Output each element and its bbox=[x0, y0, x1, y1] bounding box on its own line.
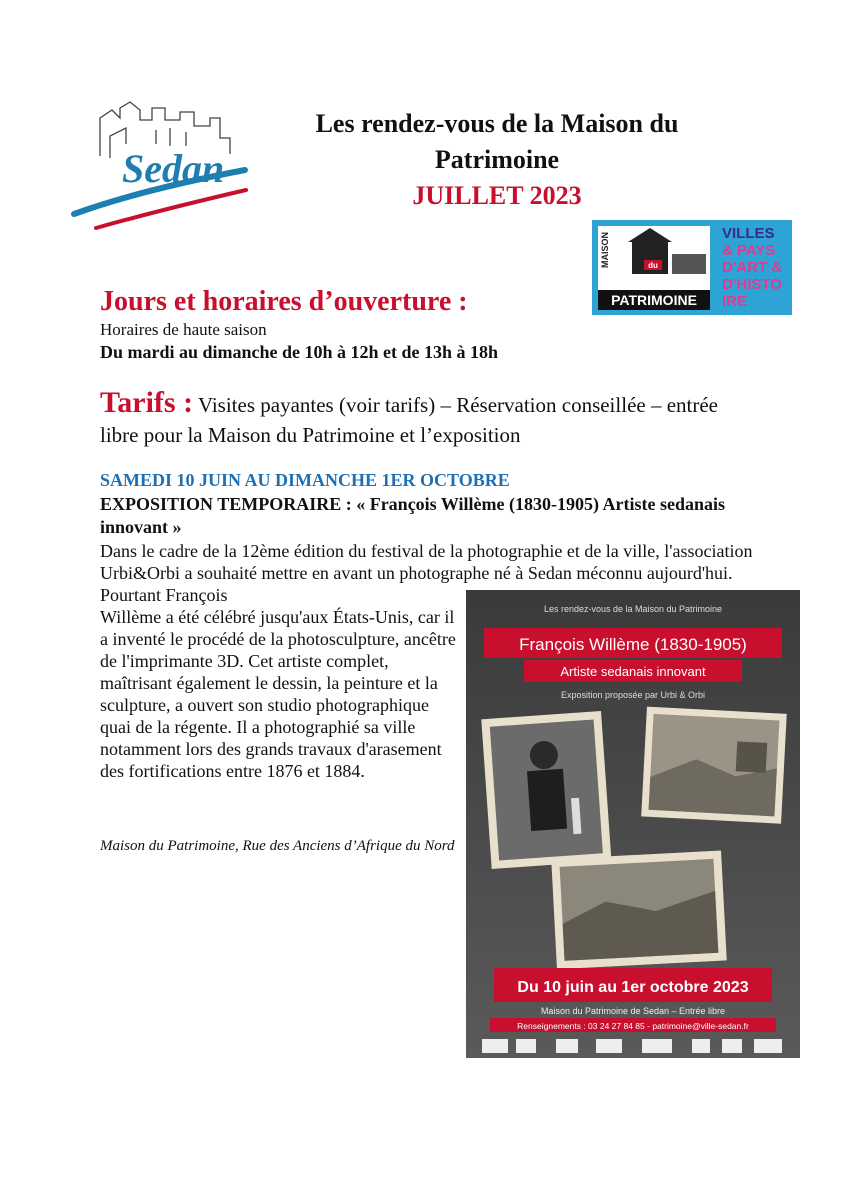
event-location: Maison du Patrimoine, Rue des Anciens d’Afrique du Nord bbox=[100, 838, 455, 854]
poster-photo-portrait bbox=[481, 711, 611, 869]
badge-villes: VILLES bbox=[722, 225, 775, 242]
title-month: JUILLET 2023 bbox=[412, 181, 582, 210]
poster-photo-landscape-1 bbox=[641, 707, 787, 824]
hours-heading: Jours et horaires d’ouverture : bbox=[100, 286, 468, 317]
poster-subtitle: Artiste sedanais innovant bbox=[560, 664, 706, 679]
event-date: SAMEDI 10 JUIN AU DIMANCHE 1ER OCTOBRE bbox=[100, 470, 510, 490]
badge-art: D'ART & bbox=[722, 259, 783, 276]
badge-ire: IRE bbox=[722, 293, 748, 310]
badge-patrimoine: PATRIMOINE bbox=[611, 292, 697, 308]
event-description-top: Dans le cadre de la 12ème édition du festival de la photographie et de la ville, l'association Urbi&Orbi a souhaité mettre en avant un photographe né à Sedan méconnu aujourd'hui. Pourtant François bbox=[100, 541, 753, 605]
tarifs-text: Visites payantes (voir tarifs) – Réservation conseillée – entrée libre pour la Maison du Patrimoine et l’exposition bbox=[100, 393, 718, 447]
event-description-body: Willème a été célébré jusqu'aux États-Unis, car il a inventé le procédé de la photosculpture, ancêtre de l'imprimante 3D. Cet artiste complet, maîtrisant également le dessin, la peinture et la sculpture, a ouvert son studio photographique quai de la régente. Il a photographié sa ville notamment lors des grands travaux d'arasement des fortifications entre 1876 et 1884. bbox=[100, 607, 456, 781]
tarifs-section bbox=[100, 388, 740, 450]
poster-name: François Willème (1830-1905) bbox=[519, 635, 747, 654]
title-line-2: Patrimoine bbox=[434, 145, 560, 174]
tarifs-label: Tarifs : bbox=[100, 386, 194, 419]
badge-pays: & PAYS bbox=[722, 242, 776, 259]
badge-du: du bbox=[648, 261, 658, 270]
title-line-1: Les rendez-vous de la Maison du bbox=[315, 109, 679, 138]
poster-dates: Du 10 juin au 1er octobre 2023 bbox=[517, 979, 749, 996]
poster-info: Renseignements : 03 24 27 84 85 - patrimoine@ville-sedan.fr bbox=[517, 1021, 749, 1031]
badge-maison: MAISON bbox=[600, 232, 610, 268]
sedan-logo bbox=[70, 98, 250, 233]
event-title: EXPOSITION TEMPORAIRE : « François Willème (1830-1905) Artiste sedanais innovant » bbox=[100, 494, 725, 537]
logo-text: Sedan bbox=[122, 146, 225, 191]
logo-swoosh-red bbox=[96, 190, 246, 228]
poster-photo-landscape-2 bbox=[551, 850, 727, 969]
poster-proposed: Exposition proposée par Urbi & Orbi bbox=[560, 690, 706, 700]
hours-schedule: Du mardi au dimanche de 10h à 12h et de 13h à 18h bbox=[100, 342, 499, 362]
page-title bbox=[262, 106, 732, 214]
badge-histo: D'HISTO bbox=[722, 276, 782, 293]
poster-venue: Maison du Patrimoine de Sedan – Entrée libre bbox=[540, 1006, 726, 1016]
poster-top-line: Les rendez-vous de la Maison du Patrimoine bbox=[543, 604, 723, 614]
exhibition-poster bbox=[466, 590, 800, 1058]
hours-season: Horaires de haute saison bbox=[100, 320, 267, 339]
maison-patrimoine-badge bbox=[592, 220, 792, 315]
